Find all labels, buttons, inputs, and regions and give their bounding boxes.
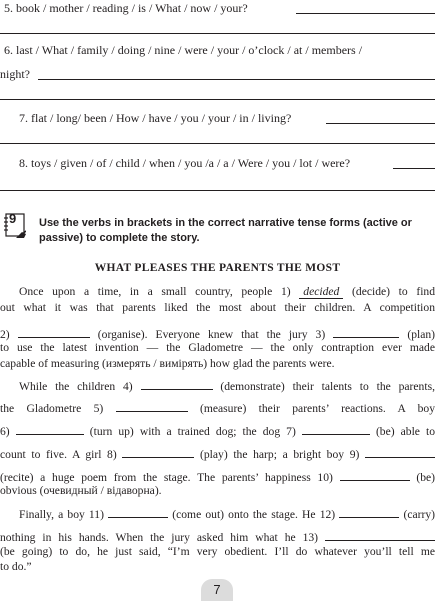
exercise-number: 9 — [9, 211, 17, 226]
story-text: 6) — [0, 425, 10, 438]
answer-line-6[interactable] — [38, 79, 435, 80]
sentence-6-continuation: night? — [0, 67, 30, 81]
blank-10[interactable] — [340, 469, 410, 481]
instruction-line-1: Use the verbs in brackets in the correct narrative tense forms (active or — [39, 217, 412, 229]
sentence-6: 6. last / What / family / doing / nine / were / your / o’clock / at / members / — [4, 43, 363, 57]
story-text: nothing in his hands. When the jury asked him what he 13) — [0, 531, 319, 544]
answer-line-8b[interactable] — [0, 190, 435, 191]
story-text: (demonstrate) their talents to the parents, — [220, 380, 435, 393]
story-line-3 — [0, 326, 435, 342]
blank-6[interactable] — [16, 423, 84, 435]
sentence-8: 8. toys / given / of / child / when / you /a / a / Were / you / lot / were? — [19, 156, 351, 170]
story-line-15: to do.” — [0, 560, 32, 573]
sentence-5: 5. book / mother / reading / is / What / now / your? — [4, 1, 248, 15]
answer-line-8[interactable] — [393, 168, 435, 169]
blank-9[interactable] — [365, 446, 435, 458]
story-text: count to five. A girl 8) — [0, 448, 117, 461]
story-text: Finally, a boy 11) — [19, 508, 104, 521]
story-line-2: out what it was that parents liked the most about their children. A competition — [0, 301, 435, 314]
story-text: (plan) — [407, 328, 435, 341]
blank-5[interactable] — [116, 400, 188, 412]
story-text: (be) — [416, 471, 435, 484]
story-text: (decide) to find — [352, 285, 435, 298]
blank-13[interactable] — [325, 529, 435, 541]
story-line-4: to use the latest invention — the Gladometre — the only contraption ever made — [0, 341, 435, 354]
blank-12[interactable] — [339, 506, 399, 518]
story-text: (turn up) with a trained dog; the dog 7) — [89, 425, 296, 438]
story-text: (measure) their parents’ reactions. A boy — [199, 402, 435, 415]
story-line-9 — [0, 446, 435, 462]
story-line-7 — [0, 400, 435, 416]
story-line-1 — [19, 285, 435, 299]
story-text: (come out) onto the stage. He 12) — [172, 508, 336, 521]
story-text: (be) able to — [375, 425, 435, 438]
example-answer: decided — [299, 285, 343, 299]
story-line-13 — [0, 529, 435, 545]
blank-3[interactable] — [333, 326, 399, 338]
story-text: the Gladometre 5) — [0, 402, 104, 415]
blank-11[interactable] — [108, 506, 168, 518]
story-line-8 — [0, 423, 435, 439]
story-text: (recite) a huge poem from the stage. The parents’ happiness 10) — [0, 471, 333, 484]
blank-2[interactable] — [18, 326, 90, 338]
story-line-6 — [19, 378, 435, 394]
exercise-instruction — [39, 216, 435, 246]
story-text: Once upon a time, in a small country, people 1) — [19, 285, 291, 298]
story-line-12 — [19, 506, 435, 522]
blank-8[interactable] — [122, 446, 194, 458]
answer-line-5[interactable] — [296, 13, 435, 14]
story-text: (carry) — [403, 508, 435, 521]
sentence-7: 7. flat / long/ been / How / have / you / your / in / living? — [19, 111, 292, 125]
blank-7[interactable] — [302, 423, 370, 435]
story-line-14: (be going) to do, he just said, “I’m very obedient. I’ll do whatever you’ll tell me — [0, 545, 435, 558]
answer-line-7b[interactable] — [0, 143, 435, 144]
story-text: 2) — [0, 328, 10, 341]
story-title: WHAT PLEASES THE PARENTS THE MOST — [94, 262, 341, 274]
story-text: (organise). Everyone knew that the jury 3) — [97, 328, 326, 341]
story-line-10 — [0, 469, 435, 485]
page-number: 7 — [201, 579, 233, 601]
answer-line-6b[interactable] — [0, 99, 435, 100]
instruction-line-2: passive) to complete the story. — [39, 232, 200, 244]
blank-4[interactable] — [141, 378, 213, 390]
answer-line-7[interactable] — [326, 123, 435, 124]
answer-line-5b[interactable] — [0, 33, 435, 34]
story-line-11: obvious (очевидный / відаворна). — [0, 484, 162, 497]
story-text: While the children 4) — [19, 380, 133, 393]
story-line-5: capable of measuring (измерять / вимірять) how glad the parents were. — [0, 357, 335, 370]
story-text: (play) the harp; a bright boy 9) — [200, 448, 360, 461]
